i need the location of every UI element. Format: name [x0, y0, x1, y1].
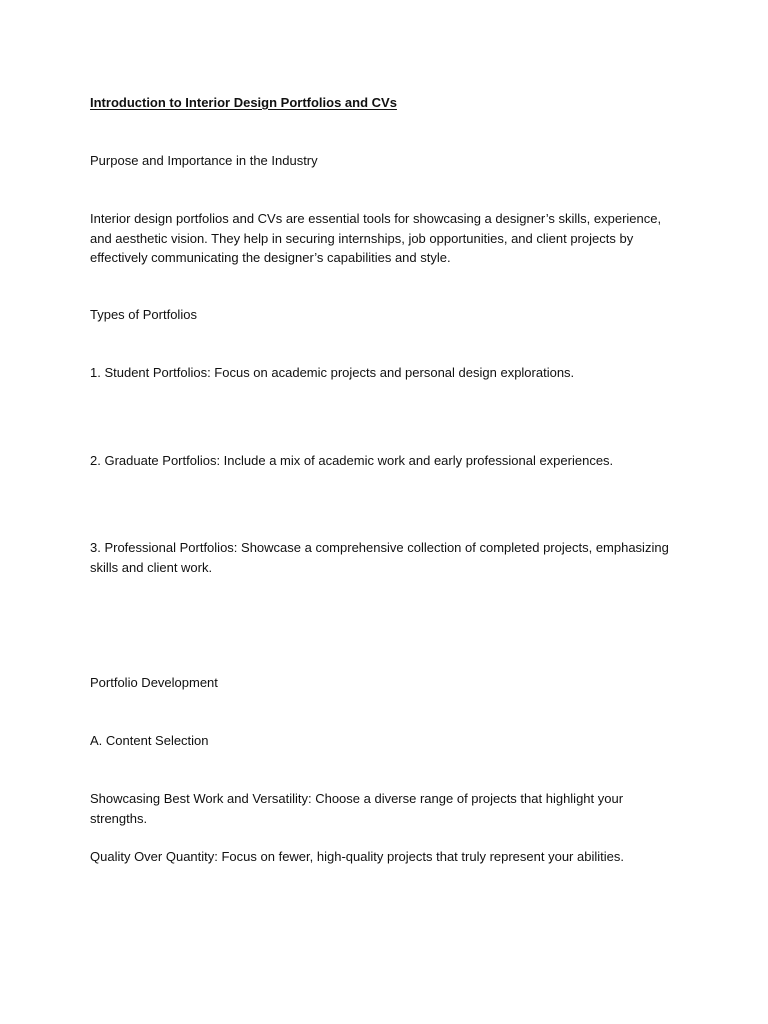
development-heading: Portfolio Development [90, 675, 218, 690]
type-item-professional: 3. Professional Portfolios: Showcase a comprehensive collection of completed projects, emphasizing skills and client work. [90, 540, 669, 575]
purpose-heading: Purpose and Importance in the Industry [90, 153, 318, 168]
type-item-student: 1. Student Portfolios: Focus on academic projects and personal design explorations. [90, 365, 575, 380]
content-point-best-work: Showcasing Best Work and Versatility: Choose a diverse range of projects that highlight your strengths. [90, 791, 624, 826]
types-heading: Types of Portfolios [90, 307, 197, 322]
intro-paragraph: Interior design portfolios and CVs are essential tools for showcasing a designer’s skills, experience, and aesthetic vision. They help in securing internships, job opportunities, and client projects by effectively communicating the designer’s capabilities and style. [90, 211, 662, 265]
document-title: Introduction to Interior Design Portfolios and CVs [90, 95, 397, 110]
content-selection-heading: A. Content Selection [90, 733, 209, 748]
type-item-graduate: 2. Graduate Portfolios: Include a mix of academic work and early professional experiences. [90, 453, 614, 468]
content-point-quality: Quality Over Quantity: Focus on fewer, high-quality projects that truly represent your abilities. [90, 849, 624, 864]
